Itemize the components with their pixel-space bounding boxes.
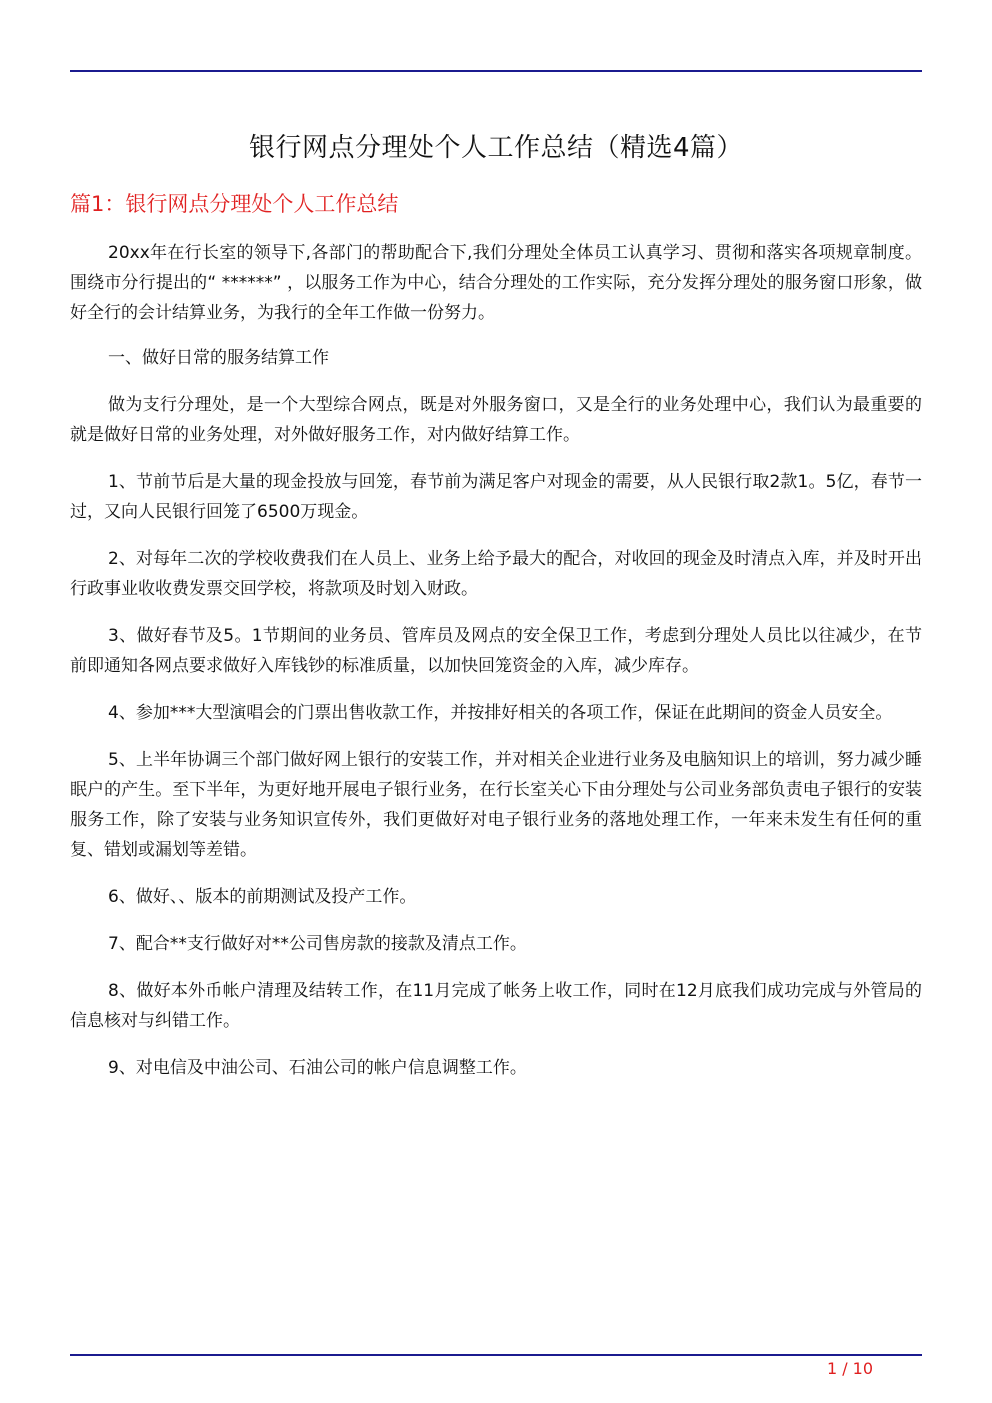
list-item-4: 4、参加***大型演唱会的门票出售收款工作，并按排好相关的各项工作，保证在此期间的资金人员安全。 [108, 703, 893, 723]
list-item-3: 3、做好春节及5。1节期间的业务员、管库员及网点的安全保卫工作，考虑到分理处人员比以往减少，在节前即通知各网点要求做好入库钱钞的标准质量，以加快回笼资金的入库，减少库存。 [70, 626, 922, 676]
list-item-5: 5、上半年协调三个部门做好网上银行的安装工作，并对相关企业进行业务及电脑知识上的培训，努力减少睡眠户的产生。至下半年，为更好地开展电子银行业务，在行长室关心下由分理处与公司业务部负责电子银行的安装服务工作，除了安装与业务知识宣传外，我们更做好对电子银行业务的落地处理工作，一年来未发生有任何的重复、错划或漏划等差错。 [70, 750, 922, 860]
document-title: 银行网点分理处个人工作总结（精选4篇） [248, 133, 744, 163]
list-item-2: 2、对每年二次的学校收费我们在人员上、业务上给予最大的配合，对收回的现金及时清点入库，并及时开出行政事业收收费发票交回学校，将款项及时划入财政。 [70, 549, 922, 599]
footer-rule [70, 1354, 922, 1356]
list-item-6: 6、做好、、版本的前期测试及投产工作。 [108, 887, 417, 907]
list-item-1: 1、节前节后是大量的现金投放与回笼，春节前为满足客户对现金的需要，从人民银行取2款1。5亿，春节一过，又向人民银行回笼了6500万现金。 [70, 472, 922, 522]
section-heading: 篇1：银行网点分理处个人工作总结 [70, 192, 399, 216]
list-item-8: 8、做好本外币帐户清理及结转工作，在11月完成了帐务上收工作，同时在12月底我们成功完成与外管局的信息核对与纠错工作。 [70, 981, 922, 1031]
header-rule [70, 70, 922, 72]
paragraph-intro: 20xx年在行长室的领导下,各部门的帮助配合下,我们分理处全体员工认真学习、贯彻和落实各项规章制度。围绕市分行提出的“ ******” ，以服务工作为中心，结合分理处的工作实际，充分发挥分理处的服务窗口形象，做好全行的会计结算业务，为我行的全年工作做一份努力。 [70, 243, 922, 323]
list-item-9: 9、对电信及中油公司、石油公司的帐户信息调整工作。 [108, 1058, 527, 1078]
page-number: 1 / 10 [826, 1359, 874, 1378]
paragraph-subheading: 一、做好日常的服务结算工作 [108, 348, 329, 368]
paragraph-overview: 做为支行分理处，是一个大型综合网点，既是对外服务窗口，又是全行的业务处理中心，我们认为最重要的就是做好日常的业务处理，对外做好服务工作，对内做好结算工作。 [70, 395, 922, 445]
document-body [70, 238, 922, 1100]
list-item-7: 7、配合**支行做好对**公司售房款的接款及清点工作。 [108, 934, 527, 954]
